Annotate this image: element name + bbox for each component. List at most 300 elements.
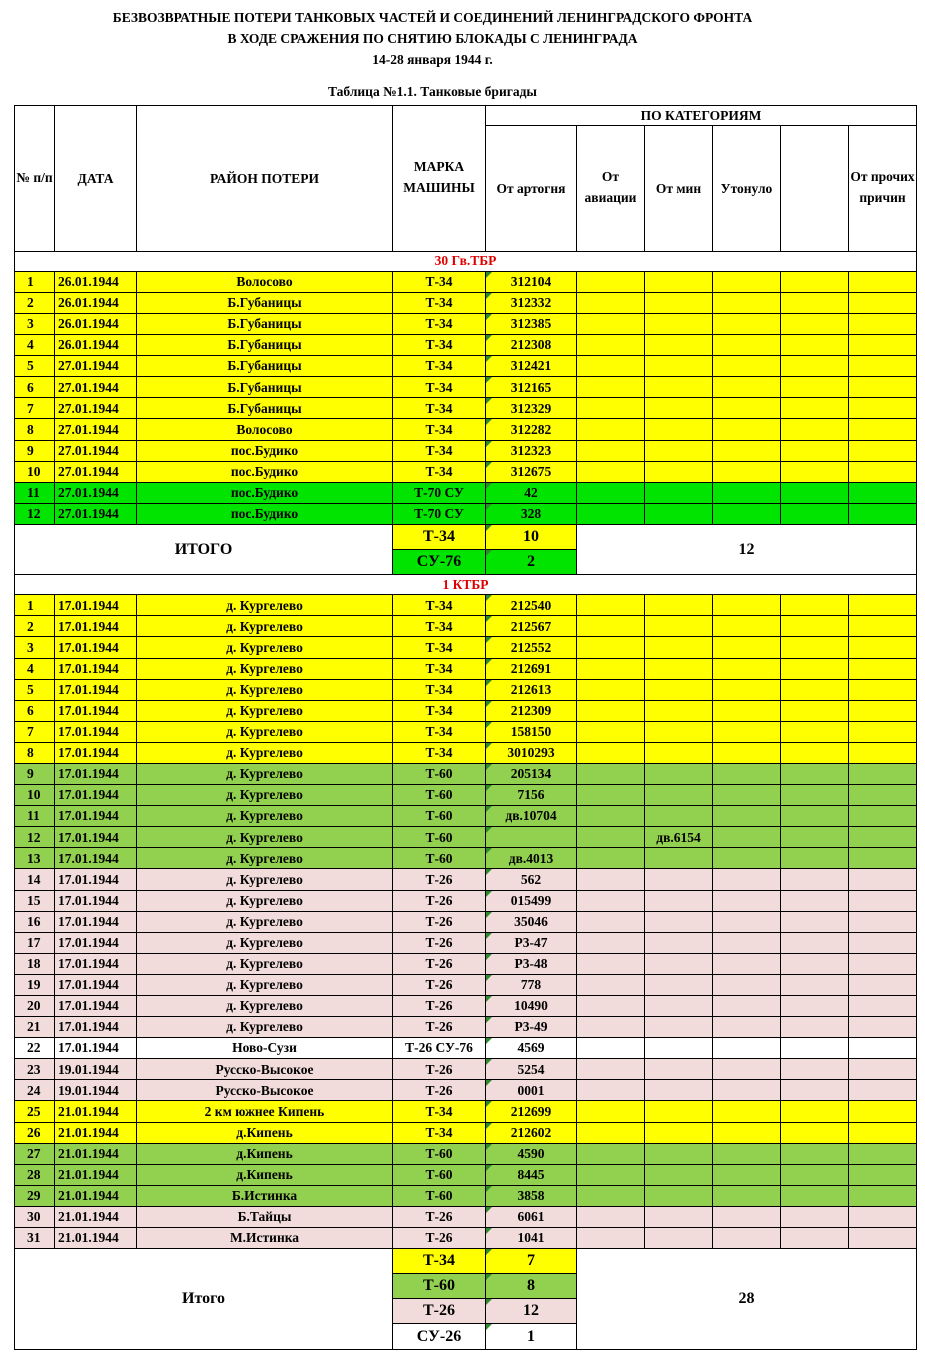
row-aviation bbox=[577, 419, 645, 440]
row-aviation bbox=[577, 1017, 645, 1038]
row-artillery: 312104 bbox=[486, 271, 577, 292]
row-other bbox=[849, 785, 917, 806]
row-date: 17.01.1944 bbox=[55, 890, 137, 911]
document-title-line-1: БЕЗВОЗВРАТНЫЕ ПОТЕРИ ТАНКОВЫХ ЧАСТЕЙ И СОЕДИНЕНИЙ ЛЕНИНГРАДСКОГО ФРОНТА bbox=[112, 10, 753, 25]
row-brand: Т-26 bbox=[393, 911, 486, 932]
table-row bbox=[15, 806, 917, 827]
header-brand: МАРКА МАШИНЫ bbox=[393, 106, 486, 252]
row-mines bbox=[645, 1206, 713, 1227]
table-row bbox=[15, 721, 917, 742]
row-number: 26 bbox=[15, 1122, 55, 1143]
row-number: 15 bbox=[15, 890, 55, 911]
row-date: 17.01.1944 bbox=[55, 827, 137, 848]
row-date: 21.01.1944 bbox=[55, 1164, 137, 1185]
header-cat-other: От прочих причин bbox=[849, 126, 917, 252]
row-number: 5 bbox=[15, 356, 55, 377]
row-brand: Т-34 bbox=[393, 398, 486, 419]
row-drowned bbox=[713, 313, 781, 334]
row-other bbox=[849, 700, 917, 721]
row-aviation bbox=[577, 377, 645, 398]
row-artillery: 312675 bbox=[486, 461, 577, 482]
header-cat-artillery: От артогня bbox=[486, 126, 577, 252]
table-row bbox=[15, 742, 917, 763]
row-mines bbox=[645, 700, 713, 721]
row-brand: Т-34 bbox=[393, 616, 486, 637]
row-technical bbox=[781, 1038, 849, 1059]
row-aviation bbox=[577, 1122, 645, 1143]
row-artillery: Р3-48 bbox=[486, 953, 577, 974]
row-drowned bbox=[713, 869, 781, 890]
row-date: 17.01.1944 bbox=[55, 953, 137, 974]
row-artillery: 212602 bbox=[486, 1122, 577, 1143]
row-number: 21 bbox=[15, 1017, 55, 1038]
total-brand: СУ-26 bbox=[393, 1324, 486, 1350]
row-area: д. Кургелево bbox=[137, 658, 393, 679]
header-date: ДАТА bbox=[55, 106, 137, 252]
row-area: Русско-Высокое bbox=[137, 1059, 393, 1080]
table-row bbox=[15, 785, 917, 806]
table-row bbox=[15, 377, 917, 398]
row-number: 4 bbox=[15, 658, 55, 679]
row-date: 27.01.1944 bbox=[55, 419, 137, 440]
row-aviation bbox=[577, 1143, 645, 1164]
row-artillery: 212691 bbox=[486, 658, 577, 679]
row-date: 21.01.1944 bbox=[55, 1143, 137, 1164]
row-mines bbox=[645, 461, 713, 482]
row-number: 10 bbox=[15, 461, 55, 482]
row-area: д.Кипень bbox=[137, 1164, 393, 1185]
section-header-row bbox=[15, 251, 917, 271]
row-drowned bbox=[713, 700, 781, 721]
row-artillery: 3010293 bbox=[486, 742, 577, 763]
row-mines bbox=[645, 335, 713, 356]
row-technical bbox=[781, 1122, 849, 1143]
row-aviation bbox=[577, 658, 645, 679]
row-brand: Т-60 bbox=[393, 1143, 486, 1164]
row-technical bbox=[781, 1017, 849, 1038]
table-row bbox=[15, 440, 917, 461]
row-brand: Т-70 СУ bbox=[393, 482, 486, 503]
row-drowned bbox=[713, 785, 781, 806]
row-other bbox=[849, 595, 917, 616]
row-mines bbox=[645, 1164, 713, 1185]
row-mines bbox=[645, 1038, 713, 1059]
row-drowned bbox=[713, 503, 781, 524]
row-technical bbox=[781, 869, 849, 890]
table-row bbox=[15, 700, 917, 721]
document-title-line-3: 14-28 января 1944 г. bbox=[372, 52, 493, 67]
table-row bbox=[15, 419, 917, 440]
table-row bbox=[15, 1038, 917, 1059]
row-drowned bbox=[713, 1017, 781, 1038]
row-other bbox=[849, 440, 917, 461]
row-brand: Т-34 bbox=[393, 313, 486, 334]
losses-table-body bbox=[15, 106, 917, 1350]
row-technical bbox=[781, 996, 849, 1017]
row-brand: Т-34 bbox=[393, 377, 486, 398]
row-brand: Т-60 bbox=[393, 785, 486, 806]
row-drowned bbox=[713, 419, 781, 440]
row-other bbox=[849, 356, 917, 377]
row-date: 21.01.1944 bbox=[55, 1206, 137, 1227]
row-drowned bbox=[713, 1038, 781, 1059]
row-aviation bbox=[577, 271, 645, 292]
row-artillery: 312421 bbox=[486, 356, 577, 377]
table-row bbox=[15, 974, 917, 995]
row-area: д. Кургелево bbox=[137, 806, 393, 827]
row-brand: Т-34 bbox=[393, 419, 486, 440]
row-artillery: 4590 bbox=[486, 1143, 577, 1164]
row-technical bbox=[781, 271, 849, 292]
row-date: 27.01.1944 bbox=[55, 377, 137, 398]
row-mines bbox=[645, 1228, 713, 1249]
table-row bbox=[15, 271, 917, 292]
total-row bbox=[15, 524, 917, 549]
row-area: Б.Губаницы bbox=[137, 398, 393, 419]
row-aviation bbox=[577, 335, 645, 356]
row-mines bbox=[645, 292, 713, 313]
row-drowned bbox=[713, 292, 781, 313]
row-aviation bbox=[577, 890, 645, 911]
row-artillery: 35046 bbox=[486, 911, 577, 932]
row-area: д. Кургелево bbox=[137, 890, 393, 911]
row-mines bbox=[645, 974, 713, 995]
row-other bbox=[849, 1038, 917, 1059]
row-technical bbox=[781, 482, 849, 503]
row-artillery: 212540 bbox=[486, 595, 577, 616]
row-aviation bbox=[577, 461, 645, 482]
row-other bbox=[849, 869, 917, 890]
row-area: Б.Губаницы bbox=[137, 313, 393, 334]
row-artillery: 1041 bbox=[486, 1228, 577, 1249]
row-brand: Т-34 bbox=[393, 356, 486, 377]
row-technical bbox=[781, 461, 849, 482]
row-brand: Т-60 bbox=[393, 827, 486, 848]
row-other bbox=[849, 335, 917, 356]
row-drowned bbox=[713, 637, 781, 658]
total-brand: СУ-76 bbox=[393, 550, 486, 575]
row-other bbox=[849, 419, 917, 440]
row-brand: Т-60 bbox=[393, 1164, 486, 1185]
row-date: 17.01.1944 bbox=[55, 763, 137, 784]
row-brand: Т-34 bbox=[393, 700, 486, 721]
row-other bbox=[849, 1059, 917, 1080]
row-date: 27.01.1944 bbox=[55, 440, 137, 461]
row-date: 17.01.1944 bbox=[55, 806, 137, 827]
row-date: 26.01.1944 bbox=[55, 313, 137, 334]
total-row bbox=[15, 1249, 917, 1274]
row-artillery: 3858 bbox=[486, 1185, 577, 1206]
row-other bbox=[849, 377, 917, 398]
row-other bbox=[849, 679, 917, 700]
row-aviation bbox=[577, 911, 645, 932]
row-number: 23 bbox=[15, 1059, 55, 1080]
row-aviation bbox=[577, 763, 645, 784]
table-row bbox=[15, 1164, 917, 1185]
total-count: 7 bbox=[486, 1249, 577, 1274]
row-artillery: 42 bbox=[486, 482, 577, 503]
row-artillery: 312165 bbox=[486, 377, 577, 398]
row-number: 19 bbox=[15, 974, 55, 995]
row-artillery: 6061 bbox=[486, 1206, 577, 1227]
row-artillery: 778 bbox=[486, 974, 577, 995]
row-number: 11 bbox=[15, 482, 55, 503]
row-drowned bbox=[713, 1164, 781, 1185]
table-row bbox=[15, 616, 917, 637]
row-other bbox=[849, 398, 917, 419]
row-mines bbox=[645, 1185, 713, 1206]
table-row bbox=[15, 869, 917, 890]
row-drowned bbox=[713, 335, 781, 356]
row-technical bbox=[781, 890, 849, 911]
row-drowned bbox=[713, 742, 781, 763]
row-technical bbox=[781, 595, 849, 616]
row-aviation bbox=[577, 595, 645, 616]
header-cat-drowned: Утонуло bbox=[713, 126, 781, 252]
row-artillery: 4569 bbox=[486, 1038, 577, 1059]
row-technical bbox=[781, 1206, 849, 1227]
row-area: д. Кургелево bbox=[137, 953, 393, 974]
header-area: РАЙОН ПОТЕРИ bbox=[137, 106, 393, 252]
row-brand: Т-26 bbox=[393, 1017, 486, 1038]
row-mines bbox=[645, 911, 713, 932]
row-aviation bbox=[577, 742, 645, 763]
total-count: 10 bbox=[486, 524, 577, 549]
row-number: 1 bbox=[15, 271, 55, 292]
row-brand: Т-60 bbox=[393, 848, 486, 869]
row-brand: Т-34 bbox=[393, 1101, 486, 1122]
losses-table bbox=[14, 105, 917, 1350]
row-area: д. Кургелево bbox=[137, 869, 393, 890]
row-aviation bbox=[577, 848, 645, 869]
row-mines bbox=[645, 785, 713, 806]
row-artillery: 312323 bbox=[486, 440, 577, 461]
row-number: 17 bbox=[15, 932, 55, 953]
row-number: 9 bbox=[15, 763, 55, 784]
row-other bbox=[849, 637, 917, 658]
row-number: 25 bbox=[15, 1101, 55, 1122]
row-mines bbox=[645, 848, 713, 869]
row-area: пос.Будико bbox=[137, 503, 393, 524]
row-date: 17.01.1944 bbox=[55, 1017, 137, 1038]
row-drowned bbox=[713, 271, 781, 292]
row-artillery: 7156 bbox=[486, 785, 577, 806]
row-area: д.Кипень bbox=[137, 1143, 393, 1164]
row-drowned bbox=[713, 1206, 781, 1227]
row-technical bbox=[781, 1101, 849, 1122]
row-number: 4 bbox=[15, 335, 55, 356]
header-cat-mines: От мин bbox=[645, 126, 713, 252]
row-area: 2 км южнее Кипень bbox=[137, 1101, 393, 1122]
row-artillery: 312329 bbox=[486, 398, 577, 419]
row-date: 17.01.1944 bbox=[55, 911, 137, 932]
document-title-line-2: В ХОДЕ СРАЖЕНИЯ ПО СНЯТИЮ БЛОКАДЫ С ЛЕНИНГРАДА bbox=[227, 31, 638, 46]
row-number: 12 bbox=[15, 827, 55, 848]
row-date: 17.01.1944 bbox=[55, 932, 137, 953]
row-artillery: 562 bbox=[486, 869, 577, 890]
row-mines bbox=[645, 482, 713, 503]
row-drowned bbox=[713, 658, 781, 679]
row-area: д. Кургелево bbox=[137, 974, 393, 995]
row-mines bbox=[645, 1080, 713, 1101]
row-mines bbox=[645, 996, 713, 1017]
row-number: 20 bbox=[15, 996, 55, 1017]
row-artillery: 212308 bbox=[486, 335, 577, 356]
row-artillery: Р3-49 bbox=[486, 1017, 577, 1038]
row-artillery: 312385 bbox=[486, 313, 577, 334]
row-date: 19.01.1944 bbox=[55, 1080, 137, 1101]
row-drowned bbox=[713, 482, 781, 503]
total-count: 12 bbox=[486, 1299, 577, 1324]
row-aviation bbox=[577, 806, 645, 827]
row-aviation bbox=[577, 1080, 645, 1101]
row-other bbox=[849, 1122, 917, 1143]
table-row bbox=[15, 637, 917, 658]
row-mines bbox=[645, 679, 713, 700]
row-artillery: 0001 bbox=[486, 1080, 577, 1101]
row-number: 29 bbox=[15, 1185, 55, 1206]
row-date: 17.01.1944 bbox=[55, 996, 137, 1017]
row-area: Б.Губаницы bbox=[137, 377, 393, 398]
row-date: 27.01.1944 bbox=[55, 398, 137, 419]
row-brand: Т-60 bbox=[393, 763, 486, 784]
row-aviation bbox=[577, 1228, 645, 1249]
row-mines bbox=[645, 953, 713, 974]
row-technical bbox=[781, 932, 849, 953]
table-row bbox=[15, 996, 917, 1017]
row-aviation bbox=[577, 679, 645, 700]
row-number: 16 bbox=[15, 911, 55, 932]
row-drowned bbox=[713, 398, 781, 419]
row-number: 2 bbox=[15, 616, 55, 637]
row-artillery: 205134 bbox=[486, 763, 577, 784]
row-technical bbox=[781, 679, 849, 700]
row-technical bbox=[781, 377, 849, 398]
table-row bbox=[15, 313, 917, 334]
row-drowned bbox=[713, 616, 781, 637]
row-area: д. Кургелево bbox=[137, 637, 393, 658]
row-other bbox=[849, 1185, 917, 1206]
table-row bbox=[15, 1122, 917, 1143]
row-mines bbox=[645, 313, 713, 334]
row-drowned bbox=[713, 721, 781, 742]
row-date: 21.01.1944 bbox=[55, 1185, 137, 1206]
row-date: 17.01.1944 bbox=[55, 974, 137, 995]
row-brand: Т-26 bbox=[393, 1206, 486, 1227]
row-brand: Т-34 bbox=[393, 742, 486, 763]
row-artillery: 328 bbox=[486, 503, 577, 524]
section-header-row bbox=[15, 575, 917, 595]
header-cat-technical bbox=[781, 126, 849, 252]
table-row bbox=[15, 335, 917, 356]
row-brand: Т-26 bbox=[393, 1080, 486, 1101]
row-mines bbox=[645, 419, 713, 440]
row-mines bbox=[645, 616, 713, 637]
row-date: 27.01.1944 bbox=[55, 503, 137, 524]
row-mines bbox=[645, 271, 713, 292]
row-technical bbox=[781, 1228, 849, 1249]
row-area: д. Кургелево bbox=[137, 721, 393, 742]
row-drowned bbox=[713, 679, 781, 700]
row-number: 27 bbox=[15, 1143, 55, 1164]
row-number: 6 bbox=[15, 377, 55, 398]
table-row bbox=[15, 827, 917, 848]
row-technical bbox=[781, 335, 849, 356]
row-area: Волосово bbox=[137, 271, 393, 292]
row-drowned bbox=[713, 1080, 781, 1101]
row-drowned bbox=[713, 356, 781, 377]
row-technical bbox=[781, 419, 849, 440]
row-technical bbox=[781, 658, 849, 679]
row-brand: Т-26 bbox=[393, 996, 486, 1017]
row-area: Б.Губаницы bbox=[137, 356, 393, 377]
row-technical bbox=[781, 1143, 849, 1164]
row-other bbox=[849, 1101, 917, 1122]
row-mines bbox=[645, 356, 713, 377]
row-drowned bbox=[713, 932, 781, 953]
row-artillery: 212567 bbox=[486, 616, 577, 637]
table-row bbox=[15, 911, 917, 932]
table-row bbox=[15, 1080, 917, 1101]
row-area: Волосово bbox=[137, 419, 393, 440]
table-row bbox=[15, 1017, 917, 1038]
row-aviation bbox=[577, 356, 645, 377]
row-artillery: 212552 bbox=[486, 637, 577, 658]
row-other bbox=[849, 482, 917, 503]
row-technical bbox=[781, 700, 849, 721]
row-area: пос.Будико bbox=[137, 461, 393, 482]
row-other bbox=[849, 1017, 917, 1038]
row-date: 26.01.1944 bbox=[55, 292, 137, 313]
row-technical bbox=[781, 974, 849, 995]
header-num: № п/п bbox=[15, 106, 55, 252]
row-aviation bbox=[577, 616, 645, 637]
row-aviation bbox=[577, 440, 645, 461]
row-date: 27.01.1944 bbox=[55, 356, 137, 377]
row-brand: Т-26 bbox=[393, 1228, 486, 1249]
row-aviation bbox=[577, 1101, 645, 1122]
row-mines bbox=[645, 1143, 713, 1164]
table-row bbox=[15, 503, 917, 524]
row-other bbox=[849, 461, 917, 482]
total-brand: Т-26 bbox=[393, 1299, 486, 1324]
row-date: 21.01.1944 bbox=[55, 1101, 137, 1122]
table-row bbox=[15, 1101, 917, 1122]
total-count: 8 bbox=[486, 1274, 577, 1299]
row-artillery: 312282 bbox=[486, 419, 577, 440]
row-brand: Т-26 bbox=[393, 1059, 486, 1080]
row-artillery: 212613 bbox=[486, 679, 577, 700]
row-mines bbox=[645, 1101, 713, 1122]
row-date: 17.01.1944 bbox=[55, 721, 137, 742]
row-other bbox=[849, 1206, 917, 1227]
row-other bbox=[849, 806, 917, 827]
row-drowned bbox=[713, 911, 781, 932]
row-artillery: 015499 bbox=[486, 890, 577, 911]
row-area: д. Кургелево bbox=[137, 679, 393, 700]
row-area: д. Кургелево bbox=[137, 996, 393, 1017]
row-date: 17.01.1944 bbox=[55, 595, 137, 616]
row-technical bbox=[781, 785, 849, 806]
row-number: 31 bbox=[15, 1228, 55, 1249]
row-brand: Т-70 СУ bbox=[393, 503, 486, 524]
table-row bbox=[15, 1059, 917, 1080]
row-drowned bbox=[713, 595, 781, 616]
table-row bbox=[15, 679, 917, 700]
row-artillery: 212309 bbox=[486, 700, 577, 721]
row-other bbox=[849, 953, 917, 974]
row-other bbox=[849, 721, 917, 742]
